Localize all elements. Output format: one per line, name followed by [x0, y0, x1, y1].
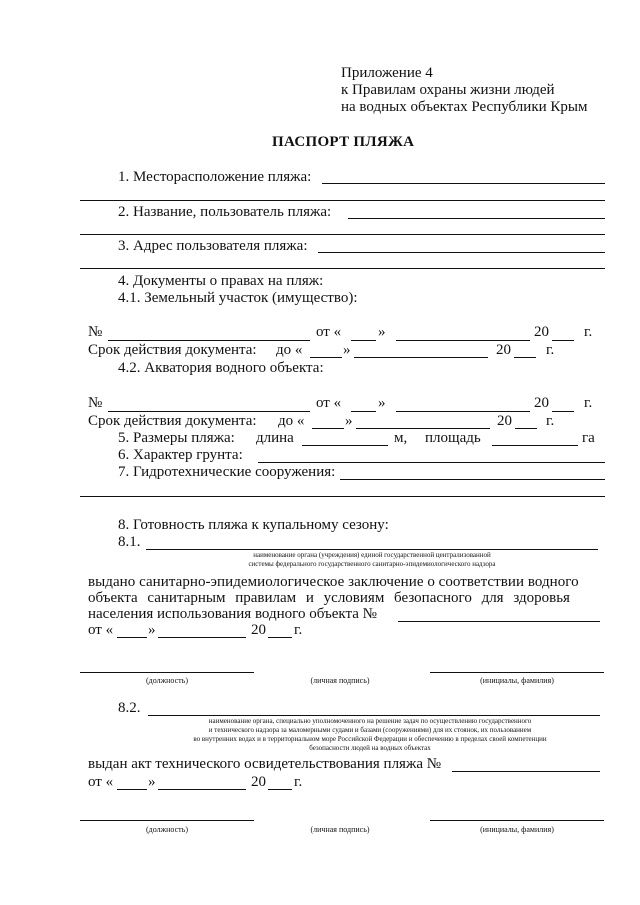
- land-validity-year-field[interactable]: [514, 357, 536, 358]
- act-year-prefix: 20: [251, 774, 266, 790]
- meters-label: м,: [394, 430, 408, 446]
- aq-validity-until: до «: [278, 413, 305, 429]
- length-field[interactable]: [302, 445, 388, 446]
- initials-82-caption: (инициалы, фамилия): [480, 825, 554, 834]
- length-label: длина: [256, 430, 294, 446]
- address-field-cont[interactable]: [80, 268, 605, 269]
- address-field[interactable]: [318, 252, 605, 253]
- aq-doc-month-field[interactable]: [396, 411, 530, 412]
- land-doc-number-field[interactable]: [108, 340, 310, 341]
- aq-validity-label: Срок действия документа:: [88, 413, 257, 429]
- area-field[interactable]: [492, 445, 578, 446]
- hectare-label: га: [582, 430, 595, 446]
- authority-82-caption-4: безопасности людей на водных объектах: [309, 744, 431, 752]
- conclusion-month-field[interactable]: [158, 637, 246, 638]
- hydro-field-cont[interactable]: [80, 496, 605, 497]
- documents-label: 4. Документы о правах на пляж:: [118, 273, 324, 289]
- land-validity-year-suffix: г.: [546, 342, 555, 358]
- act-month-field[interactable]: [158, 789, 246, 790]
- aquatory-label: 4.2. Акватория водного объекта:: [118, 360, 324, 376]
- hydro-label: 7. Гидротехнические сооружения:: [118, 464, 336, 480]
- aq-doc-year-suffix: г.: [584, 395, 593, 411]
- land-doc-year-prefix: 20: [534, 324, 549, 340]
- land-doc-quote: »: [378, 324, 386, 340]
- authority-81-caption-2: системы федерального государственного санитарно-эпидемиологического надзора: [248, 560, 496, 568]
- position-81-caption: (должность): [146, 676, 188, 685]
- sec81-text-1: выдано санитарно-эпидемиологическое заключение о соответствии водного: [88, 574, 579, 590]
- aq-validity-day-field[interactable]: [312, 428, 344, 429]
- authority-82-field[interactable]: [148, 715, 600, 716]
- aq-validity-year-prefix: 20: [497, 413, 512, 429]
- aq-doc-number-field[interactable]: [108, 411, 310, 412]
- section-8-2-label: 8.2.: [118, 700, 141, 716]
- authority-82-caption-2: и технического надзора за маломерными судами и базами (сооружениями) для их стоянок, их пользованием: [208, 726, 532, 734]
- act-day-field[interactable]: [117, 789, 147, 790]
- name-label: 2. Название, пользователь пляжа:: [118, 204, 332, 220]
- initials-81-caption: (инициалы, фамилия): [480, 676, 554, 685]
- appendix-line-1: Приложение 4: [341, 65, 433, 81]
- position-82-field[interactable]: [80, 820, 254, 821]
- address-label: 3. Адрес пользователя пляжа:: [118, 238, 308, 254]
- aq-doc-number-sign: №: [88, 395, 103, 411]
- conclusion-date-quote: »: [148, 622, 156, 638]
- sign-81-caption: (личная подпись): [310, 676, 370, 685]
- initials-81-field[interactable]: [430, 672, 604, 673]
- act-date-quote: »: [148, 774, 156, 790]
- name-field[interactable]: [348, 218, 605, 219]
- act-number-field[interactable]: [452, 771, 600, 772]
- land-doc-year-suffix: г.: [584, 324, 593, 340]
- sec82-text-1: выдан акт технического освидетельствования пляжа №: [88, 756, 442, 772]
- aq-doc-year-prefix: 20: [534, 395, 549, 411]
- page-title: ПАСПОРТ ПЛЯЖА: [272, 134, 415, 150]
- readiness-label: 8. Готовность пляжа к купальному сезону:: [118, 517, 389, 533]
- aq-doc-day-field[interactable]: [351, 411, 376, 412]
- land-validity-until: до «: [276, 342, 303, 358]
- act-date-from: от «: [88, 774, 114, 790]
- aq-validity-year-suffix: г.: [546, 413, 555, 429]
- location-field-cont[interactable]: [80, 200, 605, 201]
- conclusion-day-field[interactable]: [117, 637, 147, 638]
- authority-82-caption-1: наименование органа, специально уполномоченного на решение задач по осуществлению государственного: [208, 717, 532, 725]
- land-validity-year-prefix: 20: [496, 342, 511, 358]
- sec81-text-2: объекта санитарным правилам и условиям безопасного для здоровья: [88, 590, 570, 606]
- land-validity-day-field[interactable]: [310, 357, 342, 358]
- conclusion-year-prefix: 20: [251, 622, 266, 638]
- area-label: площадь: [425, 430, 481, 446]
- sign-82-caption: (личная подпись): [310, 825, 370, 834]
- aq-doc-year-field[interactable]: [552, 411, 574, 412]
- conclusion-number-field[interactable]: [398, 621, 600, 622]
- initials-82-field[interactable]: [430, 820, 604, 821]
- land-doc-day-field[interactable]: [351, 340, 376, 341]
- land-validity-month-field[interactable]: [354, 357, 488, 358]
- conclusion-year-suffix: г.: [294, 622, 303, 638]
- act-year-suffix: г.: [294, 774, 303, 790]
- aq-doc-from: от «: [316, 395, 342, 411]
- land-validity-label: Срок действия документа:: [88, 342, 257, 358]
- land-doc-number-sign: №: [88, 324, 103, 340]
- conclusion-year-field[interactable]: [268, 637, 292, 638]
- section-8-1-label: 8.1.: [118, 534, 141, 550]
- sec81-text-3: населения использования водного объекта №: [88, 606, 377, 622]
- land-doc-month-field[interactable]: [396, 340, 530, 341]
- appendix-line-3: на водных объектах Республики Крым: [341, 99, 588, 115]
- soil-field[interactable]: [258, 462, 605, 463]
- appendix-line-2: к Правилам охраны жизни людей: [341, 82, 555, 98]
- position-81-field[interactable]: [80, 672, 254, 673]
- aq-validity-quote: »: [345, 413, 353, 429]
- hydro-field[interactable]: [340, 479, 605, 480]
- sizes-label: 5. Размеры пляжа:: [118, 430, 235, 446]
- aq-validity-year-field[interactable]: [515, 428, 537, 429]
- conclusion-date-from: от «: [88, 622, 114, 638]
- aq-validity-month-field[interactable]: [356, 428, 490, 429]
- land-doc-year-field[interactable]: [552, 340, 574, 341]
- land-doc-from: от «: [316, 324, 342, 340]
- position-82-caption: (должность): [146, 825, 188, 834]
- aq-doc-quote: »: [378, 395, 386, 411]
- authority-81-field[interactable]: [146, 549, 598, 550]
- soil-label: 6. Характер грунта:: [118, 447, 243, 463]
- land-label: 4.1. Земельный участок (имущество):: [118, 290, 358, 306]
- authority-81-caption-1: наименование органа (учреждения) единой государственной централизованной: [253, 551, 491, 559]
- authority-82-caption-3: во внутренних водах и в территориальном море Российской Федерации и обеспечению в пределах своей компетенции: [193, 735, 547, 743]
- act-year-field[interactable]: [268, 789, 292, 790]
- location-field[interactable]: [322, 183, 605, 184]
- location-label: 1. Месторасположение пляжа:: [118, 169, 312, 185]
- land-validity-quote: »: [343, 342, 351, 358]
- name-field-cont[interactable]: [80, 234, 605, 235]
